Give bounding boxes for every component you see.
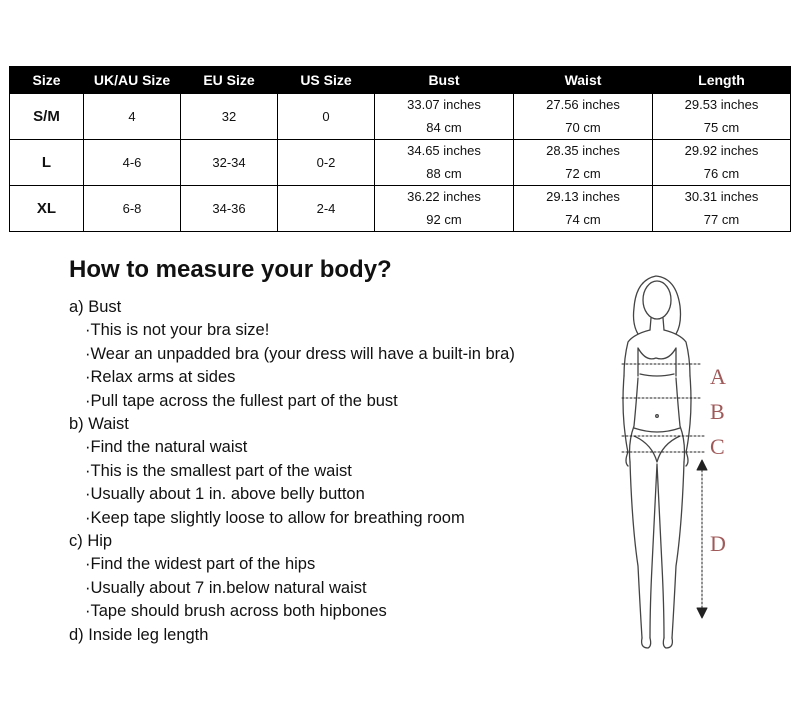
guide-title: How to measure your body? [69,256,392,283]
table-header-row [10,67,791,94]
bust-cell [375,186,514,232]
bust-cell [375,140,514,186]
hip-tip: · Find the widest part of the hips [69,553,515,576]
header-bust: Bust [375,67,514,94]
waist-tip: · Keep tape slightly loose to allow for breathing room [69,507,515,530]
header-waist: Waist [514,67,653,94]
waist-cell [514,94,653,140]
header-size: Size [10,67,84,94]
bust-inches: 33.07 inches [407,97,481,113]
length-inches: 29.92 inches [684,143,759,159]
length-cm: 75 cm [703,119,740,135]
us-value: 0 [278,94,375,140]
bust-inches: 34.65 inches [407,143,481,159]
length-cell [653,140,791,186]
bust-tip: · This is not your bra size! [69,319,515,342]
measurement-lines [622,364,704,452]
measurement-labels [710,364,726,556]
section-heading-waist: b) Waist [69,415,129,434]
uk-au-value: 4 [84,94,181,140]
length-cell [653,94,791,140]
bust-inches: 36.22 inches [407,189,481,205]
waist-tip: · Find the natural waist [69,436,515,459]
section-heading-bust: a) Bust [69,298,122,316]
eu-value: 32-34 [181,140,278,186]
bust-cm: 88 cm [426,165,462,181]
waist-cm: 74 cm [565,211,601,227]
waist-cell [514,186,653,232]
bust-tip: · Pull tape across the fullest part of the bust [69,390,515,413]
uk-au-value: 4-6 [84,140,181,186]
table-row [10,94,791,140]
size-value: L [10,140,84,186]
hip-tip: · Usually about 7 in.below natural waist [69,577,515,600]
length-cm: 76 cm [703,165,740,181]
header-length: Length [653,67,791,94]
waist-inches: 28.35 inches [546,143,620,159]
eu-value: 34-36 [181,186,278,232]
waist-cell [514,140,653,186]
inside-leg-arrow [697,460,707,618]
bust-tip: · Wear an unpadded bra (your dress will have a built-in bra) [69,343,515,366]
figure-outline [623,276,691,648]
size-value: XL [10,186,84,232]
length-inches: 29.53 inches [684,97,759,113]
section-heading-inside-leg: d) Inside leg length [69,625,209,644]
table-row [10,186,791,232]
length-cm: 77 cm [703,211,740,227]
measure-instructions [69,296,515,647]
us-value: 0-2 [278,140,375,186]
length-cell [653,186,791,232]
label-c: C [710,434,725,459]
bust-cell [375,94,514,140]
label-a: A [710,364,726,389]
header-uk-au-size: UK/AU Size [84,67,181,94]
section-heading-hip: c) Hip [69,532,113,551]
header-us-size: US Size [278,67,375,94]
label-b: B [710,399,725,424]
bust-tip: · Relax arms at sides [69,366,515,389]
us-value: 2-4 [278,186,375,232]
table-row [10,140,791,186]
waist-tip: · Usually about 1 in. above belly button [69,483,515,506]
waist-inches: 29.13 inches [546,189,620,205]
size-value: S/M [10,94,84,140]
size-chart-table [9,66,791,232]
eu-value: 32 [181,94,278,140]
waist-tip: · This is the smallest part of the waist [69,460,515,483]
header-eu-size: EU Size [181,67,278,94]
hip-tip: · Tape should brush across both hipbones [69,600,515,623]
waist-inches: 27.56 inches [546,97,620,113]
bust-cm: 92 cm [426,211,462,227]
waist-cm: 72 cm [565,165,601,181]
label-d: D [710,531,726,556]
body-measurement-figure [600,266,740,656]
length-inches: 30.31 inches [684,189,759,205]
bust-cm: 84 cm [426,119,462,135]
uk-au-value: 6-8 [84,186,181,232]
waist-cm: 70 cm [565,119,601,135]
